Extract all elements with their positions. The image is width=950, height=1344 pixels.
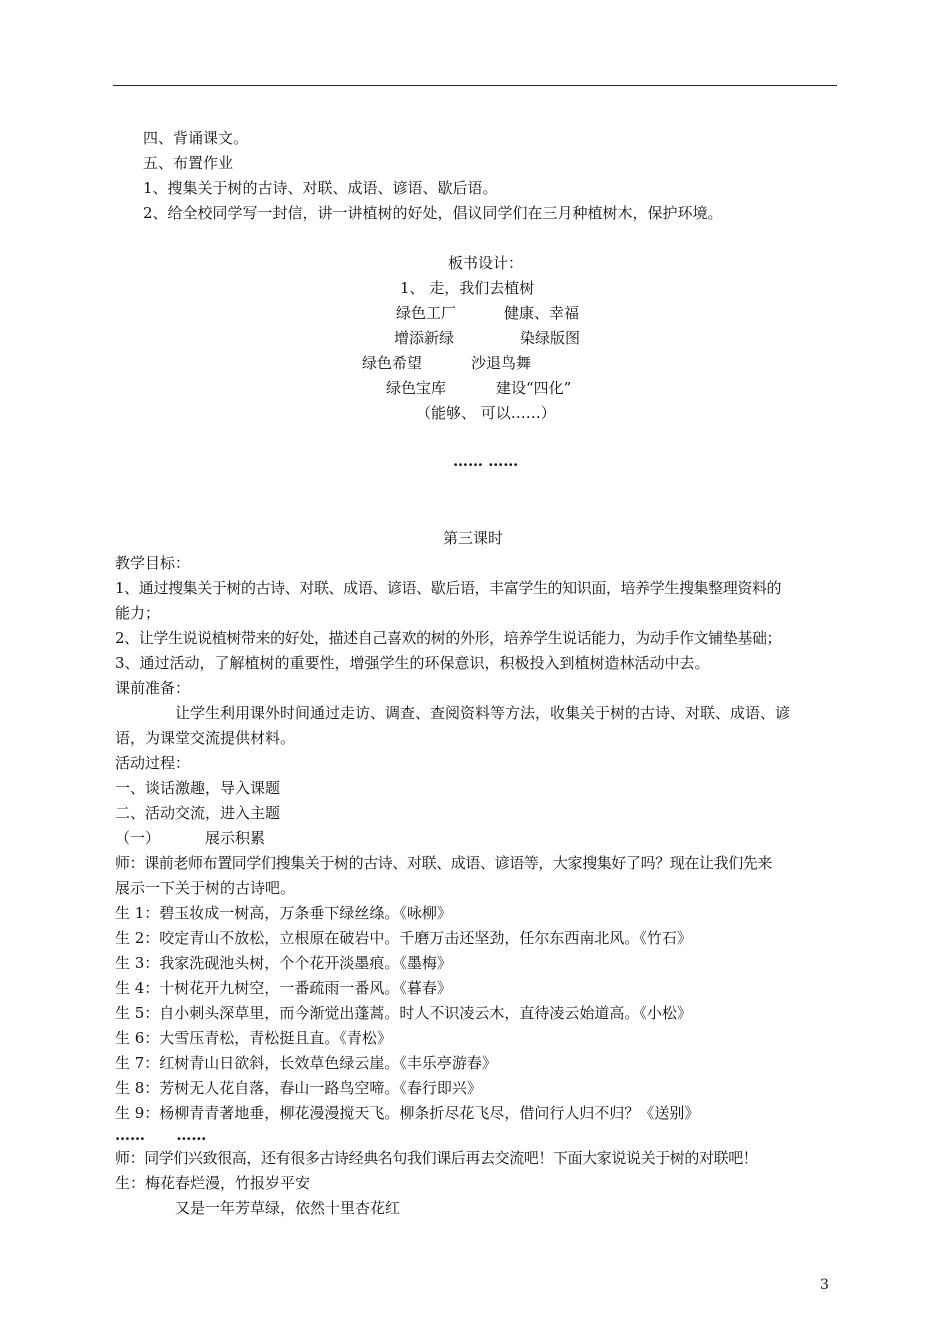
board-title: 板书设计： (448, 254, 524, 272)
student-2: 生 2：咬定青山不放松，立根原在破岩中。千磨万击还坚劲，任尔东西南北风。《竹石》 (115, 929, 692, 947)
teacher-line-1-cont: 展示一下关于树的古诗吧。 (115, 879, 296, 897)
sub-step-number: （一） (115, 829, 161, 847)
teacher-line-1: 师：课前老师布置同学们搜集关于树的古诗、对联、成语、谚语等，大家搜集好了吗？现在让我们先来 (115, 854, 773, 872)
board-row4-right: 建设“四化” (496, 379, 572, 397)
student-4: 生 4：十树花开九树空，一番疏雨一番风。《暮春》 (115, 979, 452, 997)
board-row2-right: 染绿版图 (520, 329, 581, 347)
goal-3: 3、通过活动，了解植树的重要性，增强学生的环保意识，积极投入到植树造林活动中去。 (115, 654, 710, 672)
item-homework: 五、布置作业 (143, 154, 234, 172)
goals-label: 教学目标： (115, 554, 191, 572)
prep-label: 课前准备： (115, 679, 191, 697)
student-7: 生 7：红树青山日欲斜，长效草色绿云崖。《丰乐亭游春》 (115, 1054, 497, 1072)
goal-1-cont: 能力； (115, 604, 161, 622)
board-heading: 1、 走，我们去植树 (400, 279, 535, 297)
page-number: 3 (820, 1277, 829, 1293)
board-row3-right: 沙退鸟舞 (471, 354, 532, 372)
board-row1-right: 健康、幸福 (504, 304, 580, 322)
homework-2: 2、给全校同学写一封信，讲一讲植树的好处，倡议同学们在三月种植树木，保护环境。 (143, 204, 723, 222)
prep-text-cont: 语，为课堂交流提供材料。 (115, 729, 296, 747)
process-label: 活动过程： (115, 754, 191, 772)
board-row2-left: 增添新绿 (394, 329, 455, 347)
board-row3-left: 绿色希望 (362, 354, 423, 372)
student-5: 生 5：自小刺头深草里，而今渐觉出蓬蒿。时人不识凌云木，直待凌云始道高。《小松》 (115, 1004, 692, 1022)
board-row4-left: 绿色宝库 (386, 379, 447, 397)
board-row1-left: 绿色工厂 (396, 304, 457, 322)
homework-1: 1、搜集关于树的古诗、对联、成语、谚语、歇后语。 (143, 179, 498, 197)
couplet-1: 生：梅花春烂漫，竹报岁平安 (115, 1174, 311, 1192)
board-ellipsis: …… …… (453, 452, 519, 470)
lesson-title: 第三课时 (443, 529, 504, 547)
header-rule (113, 85, 837, 86)
student-6: 生 6：大雪压青松，青松挺且直。《青松》 (115, 1029, 392, 1047)
item-recite: 四、背诵课文。 (143, 129, 249, 147)
student-3: 生 3：我家洗砚池头树，个个花开淡墨痕。《墨梅》 (115, 954, 452, 972)
goal-2: 2、让学生说说植树带来的好处，描述自己喜欢的树的外形，培养学生说话能力，为动手作文铺垫基础； (115, 629, 782, 647)
sub-step-title: 展示积累 (205, 829, 266, 847)
student-1: 生 1：碧玉妆成一树高，万条垂下绿丝绦。《咏柳》 (115, 904, 452, 922)
dots: …… …… (115, 1126, 207, 1144)
prep-text: 让学生利用课外时间通过走访、调查、查阅资料等方法，收集关于树的古诗、对联、成语、谚 (175, 704, 791, 722)
student-8: 生 8：芳树无人花自落，春山一路鸟空啼。《春行即兴》 (115, 1079, 482, 1097)
couplet-2: 又是一年芳草绿，依然十里杏花红 (175, 1199, 401, 1217)
board-note: （能够、 可以……） (416, 404, 556, 422)
step-2: 二、活动交流，进入主题 (115, 804, 281, 822)
goal-1: 1、通过搜集关于树的古诗、对联、成语、谚语、歇后语，丰富学生的知识面，培养学生搜集整理资料的 (115, 579, 782, 597)
step-1: 一、谈话激趣，导入课题 (115, 779, 281, 797)
teacher-line-2: 师：同学们兴致很高，还有很多古诗经典名句我们课后再去交流吧！下面大家说说关于树的对联吧！ (115, 1149, 758, 1167)
student-9: 生 9：杨柳青青著地垂，柳花漫漫搅天飞。柳条折尽花飞尽，借问行人归不归？《送别》 (115, 1104, 700, 1122)
